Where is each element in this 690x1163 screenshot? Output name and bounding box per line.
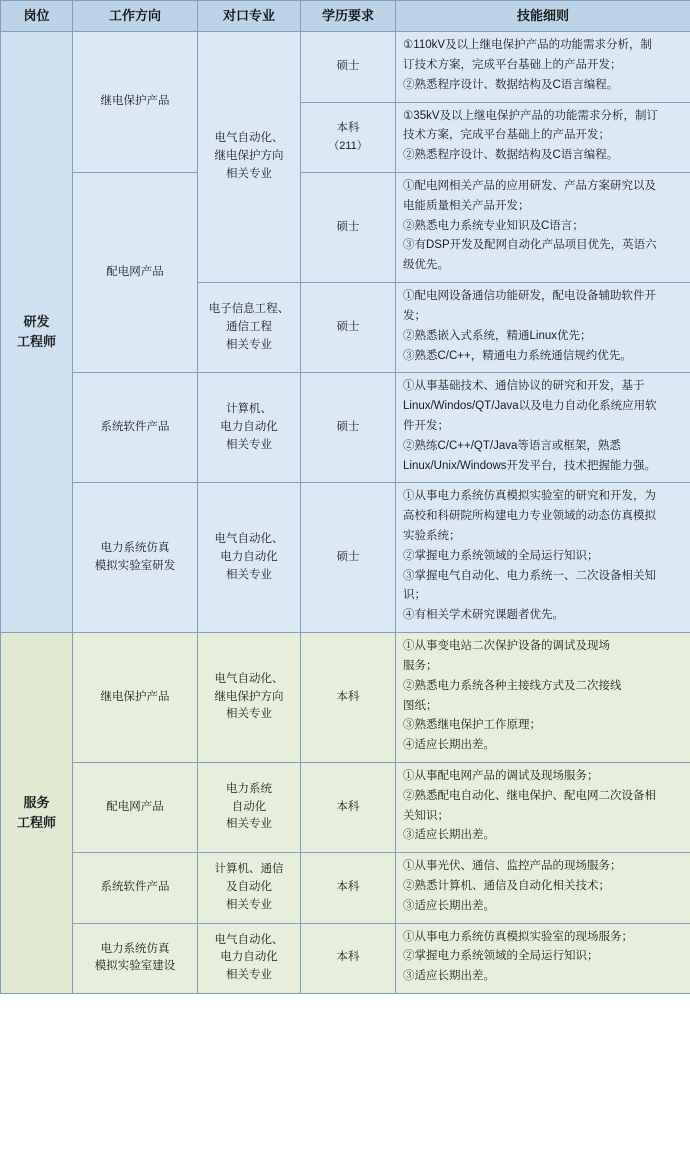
skill-line: 服务； (403, 659, 438, 672)
direction-cell: 继电保护产品 (73, 633, 198, 763)
post-label-line2: 工程师 (16, 334, 56, 350)
skill-line: ②熟悉配电自动化、继电保护、配电网二次设备相 (403, 789, 656, 802)
table-row (1, 483, 690, 633)
major-line: 相关专业 (226, 708, 272, 721)
major-line: 电气自动化、 (214, 132, 284, 145)
skill-line: ④适应长期出差。 (403, 739, 495, 752)
post-label-line1: 研发 (23, 313, 50, 329)
direction-cell (73, 923, 198, 993)
skills-cell (396, 102, 690, 172)
skill-line: ①35kV及以上继电保护产品的功能需求分析，制订 (403, 109, 659, 122)
skill-line: ①从事电力系统仿真模拟实验室的现场服务； (403, 930, 633, 943)
skill-line: 订技术方案，完成平台基础上的产品开发； (403, 58, 622, 71)
direction-cell: 继电保护产品 (73, 32, 198, 173)
education-cell (301, 762, 396, 852)
post-cell-svc (1, 633, 73, 994)
skill-line: ②熟悉电力系统各种主接线方式及二次接线 (403, 679, 622, 692)
table-row (1, 923, 690, 993)
post-label-line2: 工程师 (16, 815, 56, 831)
skill-line: ③适应长期出差。 (403, 970, 495, 983)
direction-cell: 配电网产品 (73, 762, 198, 852)
table-row (1, 373, 690, 483)
header-skills: 技能细则 (396, 1, 690, 32)
education-cell (301, 923, 396, 993)
major-line: 相关专业 (226, 969, 272, 982)
education-cell (301, 633, 396, 763)
education-label: 硕士 (336, 320, 360, 333)
skill-line: ③适应长期出差。 (403, 899, 495, 912)
post-label-line1: 服务 (23, 794, 50, 810)
major-line: 相关专业 (226, 168, 272, 181)
direction-line: 电力系统仿真 (100, 541, 170, 554)
skill-line: ①从事电力系统仿真模拟实验室的研究和开发，为 (403, 490, 656, 503)
education-label: 本科 (336, 121, 360, 134)
skill-line: 识； (403, 589, 426, 602)
major-line: 电力自动化 (220, 550, 278, 563)
skill-line: ①110kV及以上继电保护产品的功能需求分析，制 (403, 39, 653, 52)
skill-line: ②掌握电力系统领域的全局运行知识； (403, 950, 599, 963)
major-line: 电子信息工程、 (208, 302, 290, 315)
skill-line: 实验系统； (403, 530, 461, 543)
major-line: 计算机、 (226, 403, 272, 416)
direction-line: 电力系统仿真 (100, 942, 170, 955)
education-cell (301, 283, 396, 373)
major-line: 继电保护方向 (214, 150, 284, 163)
major-line: 通信工程 (226, 320, 272, 333)
skill-line: ①配电网设备通信功能研发，配电设备辅助软件开 (403, 290, 656, 303)
major-cell (198, 373, 301, 483)
direction-line: 模拟实验室建设 (94, 960, 176, 973)
skills-cell (396, 483, 690, 633)
skill-line: ②熟悉电力系统专业知识及C语言； (403, 219, 584, 232)
education-label: 硕士 (336, 550, 360, 563)
education-label: 本科 (336, 800, 360, 813)
skill-line: 级优先。 (403, 259, 449, 272)
major-cell (198, 853, 301, 923)
header-direction: 工作方向 (73, 1, 198, 32)
direction-cell (73, 483, 198, 633)
major-line: 及自动化 (226, 881, 272, 894)
direction-cell: 系统软件产品 (73, 853, 198, 923)
skill-line: ②熟练C/C++/QT/Java等语言或框架，熟悉 (403, 439, 621, 452)
skill-line: 发； (403, 309, 426, 322)
header-education: 学历要求 (301, 1, 396, 32)
skill-line: 图纸； (403, 699, 438, 712)
header-post: 岗位 (1, 1, 73, 32)
skill-line: ②熟悉程序设计、数据结构及C语言编程。 (403, 149, 619, 162)
skills-cell (396, 633, 690, 763)
skills-cell (396, 32, 690, 102)
skill-line: 关知识； (403, 809, 449, 822)
skills-cell (396, 373, 690, 483)
skills-cell (396, 283, 690, 373)
major-cell (198, 923, 301, 993)
skill-line: ①从事配电网产品的调试及现场服务； (403, 769, 599, 782)
skill-line: ①从事基础技术、通信协议的研究和开发，基于 (403, 380, 645, 393)
major-cell (198, 633, 301, 763)
skill-line: ①从事变电站二次保护设备的调试及现场 (403, 640, 610, 653)
major-line: 电气自动化、 (214, 933, 284, 946)
major-line: 自动化 (231, 800, 267, 813)
skill-line: ②熟悉计算机、通信及自动化相关技术； (403, 880, 610, 893)
skill-line: 高校和科研院所构建电力专业领域的动态仿真模拟 (403, 510, 656, 523)
skill-line: ②熟悉程序设计、数据结构及C语言编程。 (403, 78, 619, 91)
skills-cell (396, 762, 690, 852)
skill-line: ④有相关学术研究课题者优先。 (403, 609, 564, 622)
table-row (1, 853, 690, 923)
education-label: 硕士 (336, 220, 360, 233)
education-cell (301, 483, 396, 633)
skill-line: ③掌握电气自动化、电力系统一、二次设备相关知 (403, 569, 656, 582)
table-row (1, 32, 690, 102)
major-line: 相关专业 (226, 438, 272, 451)
major-line: 电力系统 (226, 782, 272, 795)
skill-line: ③适应长期出差。 (403, 829, 495, 842)
education-cell (301, 853, 396, 923)
skill-line: ③熟悉C/C++，精通电力系统通信规约优先。 (403, 349, 632, 362)
major-line: 相关专业 (226, 568, 272, 581)
major-line: 相关专业 (226, 818, 272, 831)
major-line: 相关专业 (226, 338, 272, 351)
skill-line: Linux/Windos/QT/Java以及电力自动化系统应用软 (403, 400, 657, 413)
skill-line: ①配电网相关产品的应用研发、产品方案研究以及 (403, 180, 656, 193)
skill-line: ②熟悉嵌入式系统，精通Linux优先； (403, 329, 592, 342)
table-row (1, 762, 690, 852)
skill-line: 电能质量相关产品开发； (403, 199, 530, 212)
post-cell-rd (1, 32, 73, 633)
direction-line: 模拟实验室研发 (94, 559, 176, 572)
skill-line: 技术方案，完成平台基础上的产品开发； (403, 129, 610, 142)
table-row (1, 633, 690, 763)
major-line: 电气自动化、 (214, 533, 284, 546)
table-row (1, 173, 690, 283)
education-cell (301, 32, 396, 102)
education-sub-label: （211） (328, 139, 368, 152)
skill-line: Linux/Unix/Windows开发平台，技术把握能力强。 (403, 459, 657, 472)
major-cell (198, 483, 301, 633)
header-major: 对口专业 (198, 1, 301, 32)
education-label: 硕士 (336, 59, 360, 72)
skill-line: ②掌握电力系统领域的全局运行知识； (403, 549, 599, 562)
skill-line: ③有DSP开发及配网自动化产品项目优先，英语六 (403, 239, 657, 252)
education-label: 硕士 (336, 420, 360, 433)
major-line: 相关专业 (226, 898, 272, 911)
major-line: 继电保护方向 (214, 690, 284, 703)
skills-cell (396, 923, 690, 993)
direction-cell: 配电网产品 (73, 173, 198, 373)
education-label: 本科 (336, 951, 360, 964)
major-line: 电力自动化 (220, 951, 278, 964)
education-label: 本科 (336, 881, 360, 894)
major-cell (198, 32, 301, 283)
skills-cell (396, 853, 690, 923)
education-cell (301, 102, 396, 172)
education-cell (301, 173, 396, 283)
education-label: 本科 (336, 690, 360, 703)
major-cell (198, 762, 301, 852)
major-line: 电力自动化 (220, 420, 278, 433)
direction-cell: 系统软件产品 (73, 373, 198, 483)
major-cell (198, 283, 301, 373)
skill-line: 件开发； (403, 419, 449, 432)
skill-line: ③熟悉继电保护工作原理； (403, 719, 541, 732)
skills-cell (396, 173, 690, 283)
table-header-row (1, 1, 690, 32)
major-line: 计算机、通信 (214, 863, 284, 876)
education-cell (301, 373, 396, 483)
skill-line: ①从事光伏、通信、监控产品的现场服务； (403, 860, 622, 873)
major-line: 电气自动化、 (214, 672, 284, 685)
